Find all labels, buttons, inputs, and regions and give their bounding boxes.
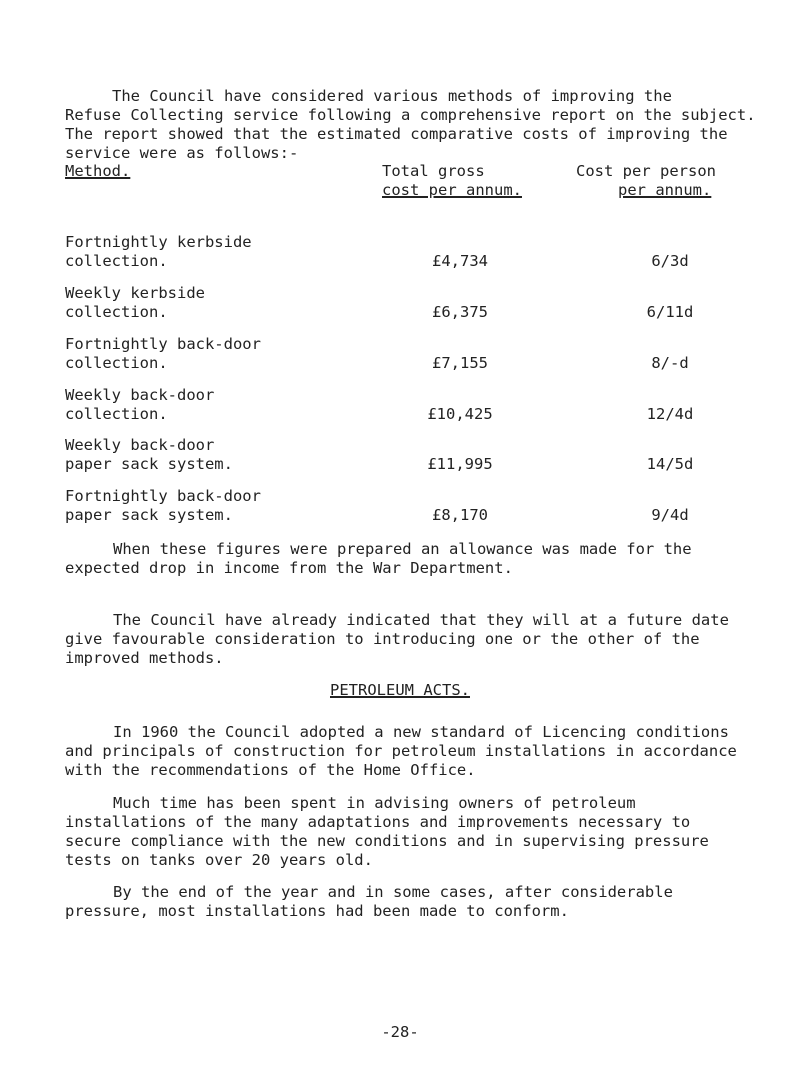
table-row-total: £7,155: [432, 354, 488, 372]
table-row-person: 8/-d: [651, 354, 689, 372]
war-department-paragraph: When these figures were prepared an allowance was made for the expected drop in income from the War Department.: [65, 540, 692, 577]
intro-paragraph: The Council have considered various methods of improving the Refuse Collecting service following a comprehensive report on the subject. The report showed that the estimated comparative costs of improving the service were as follows:-: [65, 87, 756, 162]
header-total-line1: Total gross: [382, 162, 485, 180]
header-person-line2: per annum.: [618, 181, 712, 199]
table-row-method: Weekly back-door collection.: [65, 386, 215, 423]
header-person-line1: Cost per person: [576, 162, 716, 180]
header-total-line2: cost per annum.: [382, 181, 522, 199]
table-row-method: Fortnightly kerbside collection.: [65, 233, 252, 270]
table-row-method: Weekly back-door paper sack system.: [65, 436, 233, 473]
table-row-total: £10,425: [427, 405, 493, 423]
section-title: PETROLEUM ACTS.: [330, 681, 470, 699]
table-row-person: 9/4d: [651, 506, 689, 524]
table-row-total: £4,734: [432, 252, 488, 270]
table-row-person: 6/3d: [651, 252, 689, 270]
advising-paragraph: Much time has been spent in advising owners of petroleum installations of the many adaptations and improvements necessary to secure compliance with the new conditions and in supervising pressure tests on tanks over 20 years old.: [65, 794, 709, 869]
table-row-method: Fortnightly back-door collection.: [65, 335, 261, 372]
table-row-total: £6,375: [432, 303, 488, 321]
table-row-method: Fortnightly back-door paper sack system.: [65, 487, 261, 524]
1960-paragraph: In 1960 the Council adopted a new standard of Licencing conditions and principals of construction for petroleum installations in accordance with the recommendations of the Home Office.: [65, 723, 737, 779]
table-row-person: 14/5d: [646, 455, 694, 473]
table-row-person: 12/4d: [646, 405, 694, 423]
table-row-person: 6/11d: [646, 303, 694, 321]
header-method: Method.: [65, 162, 131, 180]
conclusion-paragraph: By the end of the year and in some cases, after considerable pressure, most installations had been made to conform.: [65, 883, 673, 920]
table-row-total: £11,995: [427, 455, 493, 473]
table-row-method: Weekly kerbside collection.: [65, 284, 205, 321]
page-number: -28-: [381, 1023, 419, 1041]
table-row-total: £8,170: [432, 506, 488, 524]
council-paragraph: The Council have already indicated that they will at a future date give favourable consideration to introducing one or the other of the improved methods.: [65, 611, 729, 667]
